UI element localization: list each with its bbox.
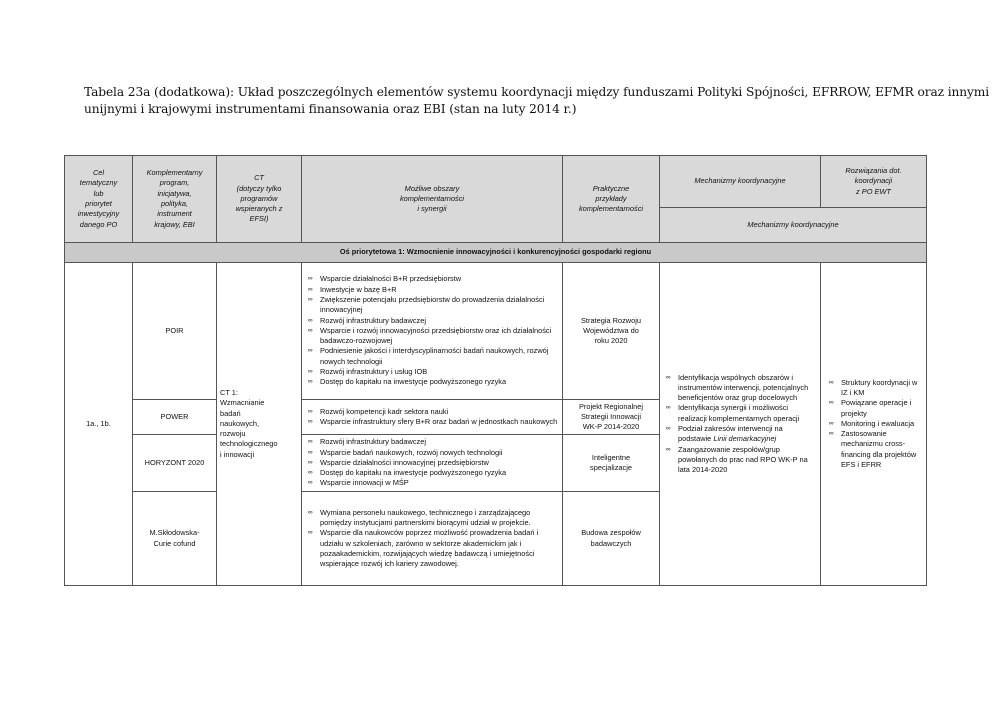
bullet-item: ∞ Zwiększenie potencjału przedsiębiorstw do prowadzenia działalności innowacyjnej [320, 295, 560, 316]
text-line: CT 1: [220, 387, 238, 397]
text-line: program, [159, 178, 190, 188]
program-cell [133, 492, 217, 586]
cell-przyklad [563, 492, 660, 586]
text-line: POIR [165, 325, 184, 335]
bullet-item: ∞ Identyfikacja wspólnych obszarów i instrumentów interwencji, potencjalnych beneficjentów oraz grup docelowych [678, 373, 814, 404]
text-line: HORYZONT 2020 [144, 457, 205, 467]
program-name [133, 412, 216, 422]
text-line: danego PO [79, 219, 118, 229]
przyklad-text [563, 402, 659, 433]
bullet-item: ∞ Wsparcie badań naukowych, rozwój nowych technologii [320, 448, 560, 458]
table-caption [84, 84, 990, 117]
bullet-item: ∞ Dostęp do kapitału na inwestycje podwyższonego ryzyka [320, 377, 560, 387]
text-line: programów [240, 193, 278, 203]
cell-obszary [302, 435, 563, 492]
text-line: koordynacji [854, 176, 893, 186]
header-ct [217, 156, 302, 243]
text-line: przykłady [595, 193, 627, 203]
text-line: roku 2020 [594, 336, 628, 346]
cell-przyklad [563, 435, 660, 492]
text-line: technologicznego [220, 439, 278, 449]
text-line: tematyczny [79, 178, 118, 188]
text-line: Województwa do [583, 325, 639, 335]
text-line: lub [93, 188, 104, 198]
przyklad-text [563, 528, 659, 549]
text-line: (dotyczy tylko [236, 183, 282, 193]
priority-axis-row [65, 243, 927, 263]
text-line: Wzmacnianie [220, 398, 265, 408]
text-line: polityka, [160, 199, 189, 208]
emphasis-text: Linii demarkacyjnej [713, 434, 777, 444]
program-name [133, 326, 216, 336]
bullet-item: ∞ Wsparcie i rozwój innowacyjności przedsiębiorstw oraz ich działalności badawczo-rozwojowej [320, 326, 560, 347]
priority-axis-title: Oś priorytetowa 1: Wzmocnienie innowacyjności i konkurencyjności gospodarki regionu [339, 247, 652, 257]
text-line: Strategii Innowacji [581, 411, 641, 421]
bullet-item: ∞ Zaangażowanie zespołów/grup powołanych do prac nad RPO WK-P na lata 2014-2020 [678, 445, 814, 476]
bullet-item: ∞ Wsparcie innowacji w MŚP [320, 478, 560, 488]
header-komplementarny-text [133, 168, 216, 230]
text-line: Cel [92, 168, 105, 178]
text-line: wspieranych z [235, 204, 283, 214]
text-line: Praktyczne [592, 183, 630, 193]
obszary-list [302, 508, 562, 570]
bullet-item: ∞ Wsparcie dla naukowców poprzez możliwość prowadzenia badań i udziału w szkoleniach, zarówno w sektorze akademickim jak i pozaakademickim, rozwijających wiedzę badawczą i umiejętności wspierające rozwój ich kariery zawodowej. [320, 528, 560, 569]
header-ct-text [217, 173, 301, 224]
bullet-item: ∞ Wsparcie infrastruktury sfery B+R oraz badań w jednostkach naukowych [320, 417, 560, 427]
bullet-item: ∞ Dostęp do kapitału na inwestycje podwyższonego ryzyka [320, 468, 560, 478]
text-line: instrument [157, 209, 192, 219]
bullet-item: ∞ Wymiana personelu naukowego, technicznego i zarządzającego pomiędzy instytucjami partnerskimi biorącymi udział w projekcie. [320, 508, 560, 529]
cell-rozwiazania [821, 263, 927, 586]
text-line: specjalizacje [590, 463, 632, 472]
bullet-item: ∞ Struktury koordynacji w IZ i KM [841, 378, 922, 399]
text-line: rozwoju [220, 429, 246, 439]
text-line: Możliwe obszary [404, 183, 460, 193]
caption-line-2: unijnymi i krajowymi instrumentami finansowania oraz EBI (stan na luty 2014 r.) [84, 101, 577, 116]
coordination-table [64, 155, 927, 586]
header-mechanizmy-2-text: Mechanizmy koordynacyjne [747, 219, 839, 229]
text-line: z PO EWT [856, 186, 891, 196]
text-line: badawczych [590, 538, 632, 548]
bullet-item: ∞ Wsparcie działalności B+R przedsiębiorstw [320, 274, 560, 284]
bullet-item: ∞ Podniesienie jakości i interdyscyplinarności badań naukowych, rozwój nowych technologii [320, 346, 560, 367]
cel-value: 1a., 1b. [86, 418, 111, 428]
header-obszary-text [302, 184, 562, 215]
bullet-item: ∞ Inwestycje w bazę B+R [320, 285, 560, 295]
cell-obszary [302, 400, 563, 435]
header-rozwiazania-text [821, 166, 926, 197]
header-rozwiazania [821, 156, 927, 208]
text-line: i synergii [417, 204, 447, 214]
header-mechanizmy-2 [660, 208, 927, 243]
cell-ct [217, 263, 302, 586]
program-cell [133, 400, 217, 435]
obszary-list [302, 274, 562, 387]
bullet-item: ∞ Identyfikacja synergii i możliwości realizacji komplementarnych operacji [678, 403, 814, 424]
bullet-item: ∞ Zastosowanie mechanizmu cross-financing dla projektów EFS i EFRR [841, 429, 922, 470]
text-line: M.Skłodowska- [149, 528, 200, 538]
mechanizmy-list [660, 373, 820, 476]
text-line: inwestycyjny [77, 209, 120, 219]
text-line: Komplementarny [146, 168, 203, 178]
text-line: komplementarności [399, 193, 465, 203]
text-line: i innowacji [220, 449, 255, 459]
header-cel [65, 156, 133, 243]
text-line: priorytet [85, 199, 112, 208]
cell-przyklad [563, 263, 660, 400]
text-line: Projekt Regionalnej [578, 401, 644, 411]
header-mechanizmy-text: Mechanizmy koordynacyjne [694, 176, 786, 186]
text-line: WK-P 2014-2020 [582, 422, 640, 432]
text-line: naukowych, [220, 418, 260, 428]
text-line: POWER [160, 411, 189, 421]
program-name [133, 528, 216, 549]
rozwiazania-list [821, 378, 926, 471]
cell-cel [65, 263, 133, 586]
header-komplementarny [133, 156, 217, 243]
header-mechanizmy [660, 156, 821, 208]
program-name [133, 458, 216, 468]
bullet-item: ∞ Powiązane operacje i projekty [841, 398, 922, 419]
text-line: CT [254, 173, 264, 183]
header-przyklady [563, 156, 660, 243]
ct-text [220, 388, 298, 460]
header-obszary [302, 156, 563, 243]
bullet-item: ∞ Wsparcie działalności innowacyjnej przedsiębiorstw [320, 458, 560, 468]
przyklad-text [563, 453, 659, 474]
cell-obszary [302, 492, 563, 586]
text-line: krajowy, EBI [154, 219, 195, 229]
header-cel-text [65, 168, 132, 230]
text-line: Budowa zespołów [581, 528, 641, 538]
text-line: Strategia Rozwoju [581, 315, 641, 325]
bullet-item: ∞ Podział zakresów interwencji na podstawie Linii demarkacyjnej [678, 424, 814, 445]
caption-line-1: Tabela 23a (dodatkowa): Układ poszczególnych elementów systemu koordynacji między funduszami Polityki Spójności, EFRROW, EFMR oraz innymi [84, 85, 990, 99]
obszary-list [302, 437, 562, 488]
text-line: Rozwiązania dot. [845, 166, 902, 176]
obszary-list [302, 407, 562, 428]
bullet-item: ∞ Monitoring i ewaluacja [841, 419, 922, 429]
bullet-item: ∞ Rozwój infrastruktury badawczej [320, 316, 560, 326]
bullet-item: ∞ Rozwój infrastruktury badawczej [320, 437, 560, 447]
text-line: Inteligentne [591, 452, 631, 462]
text-line: Curie cofund [153, 538, 196, 548]
header-przyklady-text [563, 184, 659, 215]
program-cell [133, 263, 217, 400]
text-line: badań [220, 408, 241, 418]
cell-przyklad [563, 400, 660, 435]
program-cell [133, 435, 217, 492]
text-line: komplementarności [578, 204, 644, 214]
bullet-item: ∞ Rozwój kompetencji kadr sektora nauki [320, 407, 560, 417]
cell-obszary [302, 263, 563, 400]
text-line: inicjatywa, [157, 188, 192, 198]
przyklad-text [563, 316, 659, 347]
bullet-item: ∞ Rozwój infrastruktury i usług IOB [320, 367, 560, 377]
text-line: EFSI) [249, 214, 269, 224]
cell-mechanizmy [660, 263, 821, 586]
